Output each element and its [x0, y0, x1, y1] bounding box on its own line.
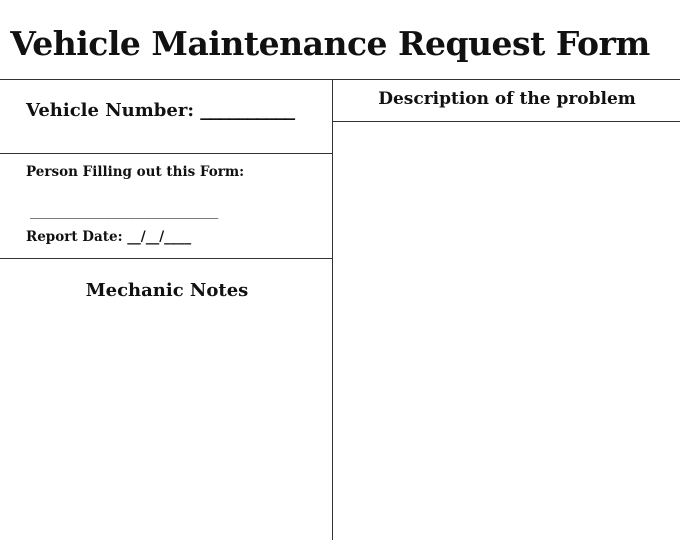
description-area[interactable] [333, 123, 680, 540]
description-heading: Description of the problem [378, 89, 636, 109]
person-filling-label: Person Filling out this Form: [26, 164, 245, 180]
person-filling-blank[interactable]: ________________________ [30, 203, 218, 219]
report-date-label: Report Date: [26, 229, 123, 245]
mechanic-notes-area[interactable] [0, 310, 331, 540]
description-header-divider [332, 121, 680, 122]
form-title: Vehicle Maintenance Request Form [10, 24, 650, 63]
report-date-field[interactable] [26, 229, 191, 245]
report-date-blank[interactable]: __/__/____ [127, 229, 192, 245]
mechanic-notes-heading: Mechanic Notes [85, 280, 249, 301]
vehicle-number-label: Vehicle Number: [26, 100, 194, 121]
vehicle-section-divider [0, 153, 332, 154]
vehicle-number-field[interactable] [26, 100, 294, 121]
header-divider [0, 79, 680, 80]
vehicle-number-blank[interactable]: __________ [200, 100, 294, 121]
person-section-divider [0, 258, 332, 259]
